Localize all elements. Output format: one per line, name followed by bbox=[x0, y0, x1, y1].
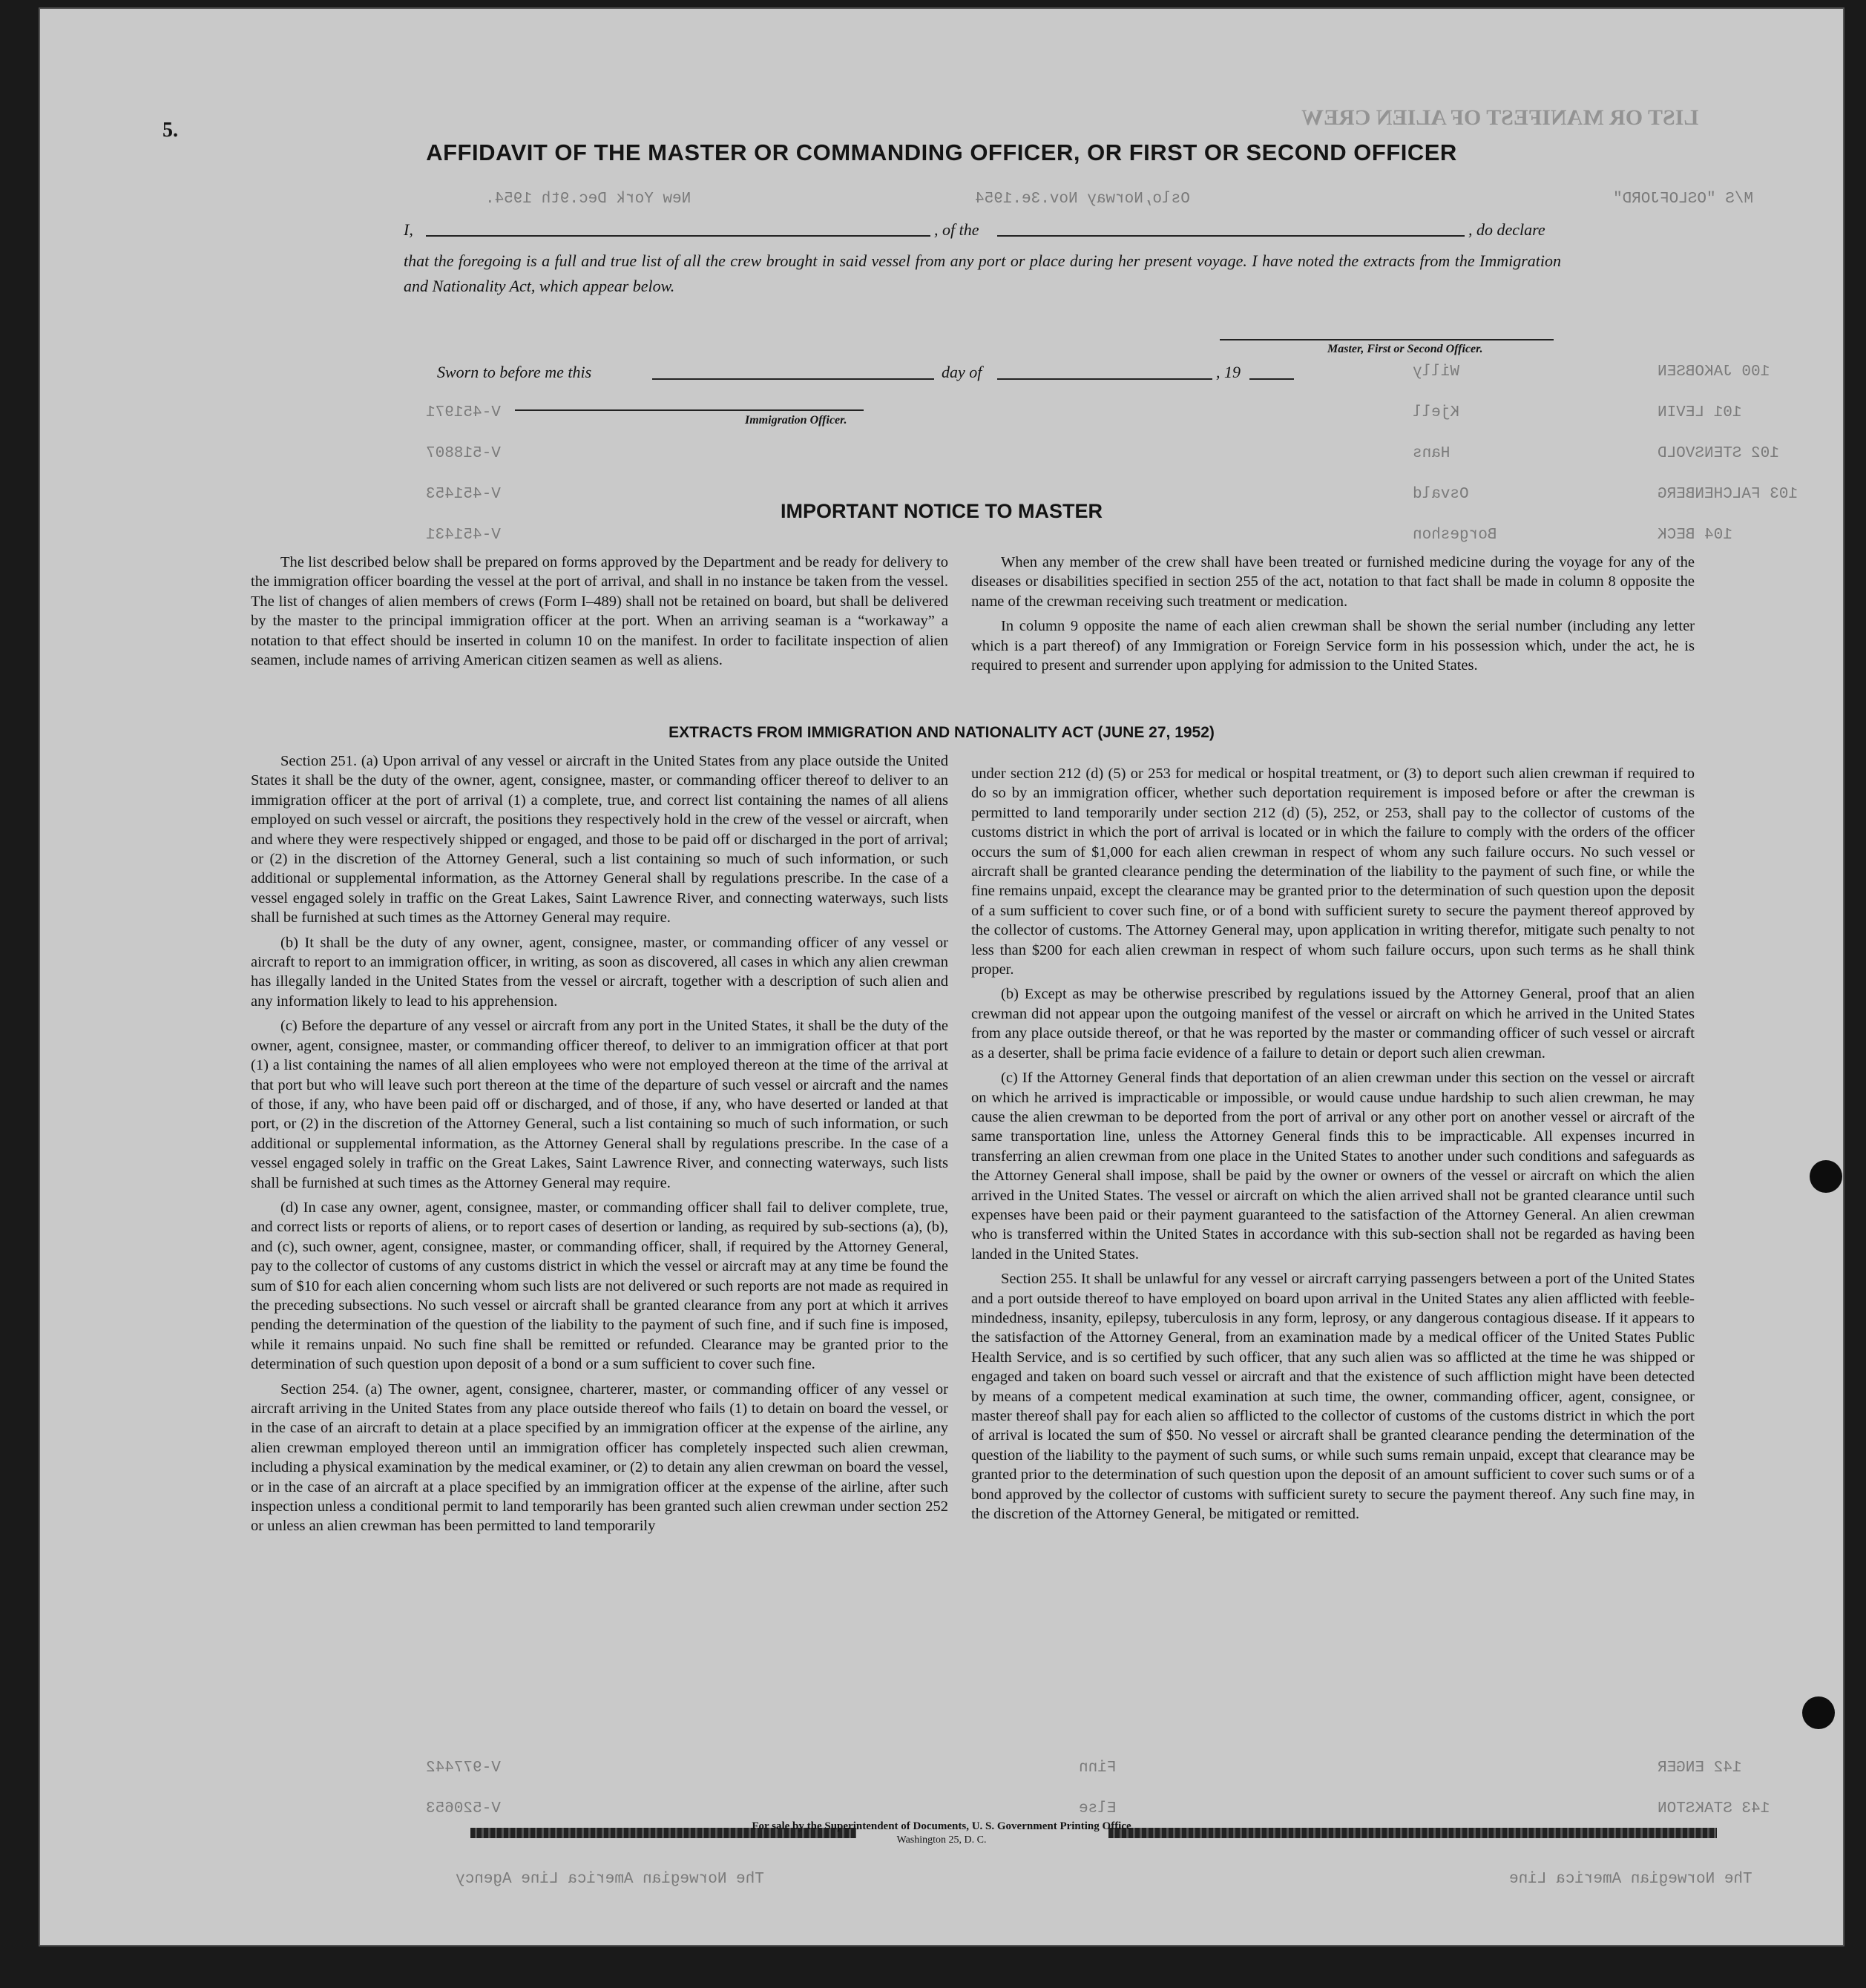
sworn-day-blank[interactable] bbox=[652, 378, 934, 380]
day-of-label: day of bbox=[942, 363, 982, 381]
extracts-right-column bbox=[971, 764, 1695, 1529]
sworn-label: Sworn to before me this bbox=[437, 363, 592, 381]
extract-paragraph: (c) Before the departure of any vessel or aircraft from any port in the United States, it shall be the duty of the owner, agent, consignee, master, or commanding officer thereof, to deliver to an immigration officer at that port (1) a list containing the names of all alien employees who were not employed thereon at the time of the arrival at that port but who will leave such port thereon at the time of the departure of such vessel or aircraft and the names of those, if any, who have been paid off or discharged, and of those, if any, who have deserted or landed at that port, or (2) in the discretion of the Attorney General, such a list containing so much of such information, or such additional or supplemental information, as the Attorney General shall by regulations prescribe. In the case of a vessel engaged solely in traffic on the Great Lakes, Saint Lawrence River, and connecting waterways, such lists shall be furnished at such times as the Attorney General may require. bbox=[251, 1018, 948, 1191]
sworn-year-blank[interactable] bbox=[1249, 378, 1294, 380]
punch-hole bbox=[1802, 1696, 1835, 1729]
affidavit-title: AFFIDAVIT OF THE MASTER OR COMMANDING OFFICER, OR FIRST OR SECOND OFFICER bbox=[426, 139, 1457, 165]
notice-left-column bbox=[251, 553, 948, 675]
page-number: 5. bbox=[162, 119, 178, 142]
notice-right-column bbox=[971, 553, 1695, 680]
punch-hole bbox=[1810, 1160, 1842, 1193]
gpo-imprint: For sale by the Superintendent of Documents, U. S. Government Printing Office bbox=[752, 1820, 1131, 1832]
document-page: LIST OR MANIFEST OF ALIEN CREW Oslo,Norway Nov.3e.1954 New York Dec.9th 1954. M/S "OSLOFJORD" 100 JAKOBSEN Willy 101 LEVIN Kjell 102 STENSVOLD Hans 103 FALCHENBERG Osvald 104 BECK Borgeshon V-451971 V-518807 V-451453 V-451431 142 ENGER 143 STAKSTON Finn Else V-977442 V-520653 The Norwegian America Line The Norwegian America Line Agency 5. AFFIDAVIT OF THE MASTER OR COMMANDING OFFICER, OR FIRST OR SECOND OFFICER I, , of the , do declare that the foregoing is a full and true list of all the crew brought in said vessel from any port or place during her present voyage. I have noted the extracts from the Immigration and Nationality Act, which appear below. Master, First or Second Officer. Sworn to before me this day of , 19 Immigration Officer. IMPORTANT NOTICE TO MASTER The list described below shall be prepared on forms approved by the Department and be ready for delivery to the immigration officer boarding the vessel at the port of arrival, and shall in no instance be taken from the vessel. The list of changes of alien members of crews (Form I–489) shall not be retained on board, but shall be delivered by the master to the principal immigration officer at the port. When an arriving seaman is a “workaway” a notation to that effect should be inserted in column 10 on the manifest. In order to facilitate inspection of alien seamen, include names of arriving American citizen seamen as well as aliens. When any member of the crew shall have been treated or furnished medicine during the voyage for any of the diseases or disabilities specified in section 255 of the act, notation to that fact shall be made in column 8 opposite the name of the crewman receiving such treatment or medication. In column 9 opposite the name of each alien crewman shall be shown the serial number (including any letter which is a part thereof) of any Immigration or Foreign Service form in his possession which, under the act, he is required to present and surrender upon applying for admission to the United States. EXTRACTS FROM IMMIGRATION AND NATIONALITY ACT (JUNE 27, 1952) Section 251. (a) Upon arrival of any vessel or aircraft in the United States from any place outside the United States it shall be the duty of the owner, agent, consignee, master, or commanding officer thereof to deliver to an immigration officer at the port of arrival (1) a complete, true, and correct list containing the names of all aliens employed on such vessel or aircraft, the positions they respectively hold in the crew of the vessel or aircraft, when and where they were respectively shipped or engaged, and those to be paid off or discharged in the port of arrival; or (2) in the discretion of the Attorney General, such a list containing so much of such information, or such additional or supplemental information, as the Attorney General shall by regulations prescribe. In the case of a vessel engaged solely in traffic on the Great Lakes, Saint Lawrence River, and connecting waterways, such lists shall be furnished at such times as the Attorney General may require. (b) It shall be the duty of any owner, agent, consignee, master, or commanding officer of any vessel or aircraft to report to an immigration officer, in writing, as soon as discovered, all cases in which any alien crewman has illegally landed in the United States from the vessel or aircraft, together with a description of such alien and any information likely to lead to his apprehension. (c) Before the departure of any vessel or aircraft from any port in the United States, it shall be the duty of the owner, agent, consignee, master, or commanding officer thereof, to deliver to an immigration officer at that port (1) a list containing the names of all alien employees who were not employed thereon at the time of the arrival at that port but who will leave such port thereon at the time of the departure of such vessel or aircraft and the names of those, if any, who have been paid off or discharged, and of those, if any, who have deserted or landed at that port, or (2) in the discretion of the Attorney General, such a list containing so much of such information, or such additional or supplemental information, as the Attorney General shall by regulations prescribe. In the case of a vessel engaged solely in traffic on the Great Lakes, Saint Lawrence River, and connecting waterways, such lists shall be furnished at such times as the Attorney General may require. (d) In case any owner, agent, consignee, master, or commanding officer shall fail to deliver complete, true, and correct lists or reports of aliens, or to report cases of desertion or landing, as required by sub-sections (a), (b), and (c), such owner, agent, consignee, master, or commanding officer, shall, if required by the Attorney General, pay to the collector of customs of any customs district in which the vessel or aircraft may at any time be found the sum of $10 for each alien concerning whom such lists are not delivered or such reports are not made as required in the preceding subsections. No such vessel or aircraft shall be granted clearance from any port at which it arrives pending the determination of the question of the liability to the payment of such fine, and if such fine is imposed, while it remains unpaid. No such fine shall be remitted or refunded. Clearance may be granted prior to the determination of such question upon deposit of a bond or a sum sufficient to cover such fine. Section 254. (a) The owner, agent, consignee, charterer, master, or commanding officer of any vessel or aircraft arriving in the United States from any place outside thereof who fails (1) to detain on board the vessel, or in the case of an aircraft to detain at a place specified by an immigration officer at the expense of the airline, any alien crewman employed thereon until an immigration officer has completely inspected such alien crewman, including a physical examination by the medical examiner, or (2) to detain any alien crewman on board the vessel, or in the case of an aircraft at a place specified by an immigration officer at the expense of the airline, after such inspection unless a conditional permit to land temporarily has been granted such alien crewman under section 252 or unless an alien crewman has been permitted to land temporarily under section 212 (d) (5) or 253 for medical or hospital treatment, or (3) to deport such alien crewman if required to do so by an immigration officer, whether such deportation requirement is imposed before or after the crewman is permitted to land temporarily under section 212 (d) (5), 252, or 253, shall pay to the collector of customs of the customs district in which the port of arrival is located or in which the failure to comply with the orders of the officer occurs the sum of $1,000 for each alien crewman in respect of whom any such failure occurs. No such vessel or aircraft shall be granted clearance pending the determination of the liability to the payment of such fine, or while the fine remains unpaid, except the clearance may be granted prior to the determination of such question upon the deposit of a sum sufficient to cover such fine, or of a bond with sufficient surety to secure the payment thereof approved by the collector of customs. The Attorney General may, upon application in writing therefor, mitigate such penalty to not less than $200 for each alien crewman in respect of whom such failure occurs, upon such terms as he shall think proper. (b) Except as may be otherwise prescribed by regulations issued by the Attorney General, proof that an alien crewman did not appear upon the outgoing manifest of the vessel or aircraft on which he arrived in the United States from any place outside thereof, or that he was reported by the master or commanding officer of such vessel or aircraft as a deserter, shall be prima facie evidence of a failure to detain or deport such alien crewman. (c) If the Attorney General finds that deportation of an alien crewman under this section on the vessel or aircraft on which he arrived is impracticable or impossible, or would cause undue hardship to such alien crewman, he may cause the alien crewman to be deported from the port of arrival or any other port on another vessel or aircraft of the same transportation line, unless the Attorney General finds this to be impracticable. All expenses incurred in transferring an alien crewman from one place in the United States to another under such conditions and safeguards as the Attorney General shall impose, shall be paid by the owner or owners of the vessel or aircraft on which the alien arrived in the United States. The vessel or aircraft on which the alien arrived shall not be granted clearance until such expenses have been paid or their payment guaranteed to the satisfaction of the Attorney General. An alien crewman who is transferred within the United States in accordance with this sub-section shall not be regarded as having been landed in the United States. Section 255. It shall be unlawful for any vessel or aircraft carrying passengers between a port of the United States and a port outside thereof to have employed on board upon arrival in the United States any alien afflicted with feeble-mindedness, insanity, epilepsy, tuberculosis in any form, leprosy, or any dangerous contagious disease. If it appears to the satisfaction of the Attorney General, from an examination made by a medical officer of the United States Public Health Service, and is so certified by such officer, that any such alien was so afflicted at the time he was shipped or engaged and taken on board such vessel or aircraft and that the existence of such affliction might have been detected by means of a competent medical examination at such time, the owner, commanding officer, agent, consignee, or master thereof shall pay for each alien so afflicted to the collector of customs of the customs district in which the port of arrival is located the sum of $50. No vessel or aircraft shall be granted clearance pending the determination of the question of the liability to the payment of such sums, or while such sums remain unpaid, except that clearance may be granted prior to the determination of such question upon the deposit of an amount sufficient to cover such sums or of a bond approved by the collector of customs with sufficient surety to secure the payment thereof. Any such fine may, in the discretion of the Attorney General, be mitigated or remitted. For sale by the Superintendent of Documents, U. S. Government Printing Office Washington 25, D. C. bbox=[39, 7, 1844, 1946]
extract-paragraph: under section 212 (d) (5) or 253 for medical or hospital treatment, or (3) to deport such alien crewman if required to do so by an immigration officer, whether such deportation requirement is imposed before or after the crewman is permitted to land temporarily under section 212 (d) (5), 252, or 253, shall pay to the collector of customs of the customs district in which the port of arrival is located or in which the failure to comply with the orders of the officer occurs the sum of $1,000 for each alien crewman in respect of whom any such failure occurs. No such vessel or aircraft shall be granted clearance pending the determination of the liability to the payment of such fine, or while the fine remains unpaid, except the clearance may be granted prior to the determination of such question upon the deposit of a sum sufficient to cover such fine, or of a bond with sufficient surety to secure the payment thereof approved by the collector of customs. The Attorney General may, upon application in writing therefor, mitigate such penalty to not less than $200 for each alien crewman in respect of whom such failure occurs, upon such terms as he shall think proper. bbox=[971, 766, 1695, 978]
extract-paragraph: Section 255. It shall be unlawful for any vessel or aircraft carrying passengers between a port of the United States and a port outside thereof to have employed on board upon arrival in the United States any alien afflicted with feeble-mindedness, insanity, epilepsy, tuberculosis in any form, leprosy, or any dangerous contagious disease. If it appears to the satisfaction of the Attorney General, from an examination made by a medical officer of the United States Public Health Service, and is so certified by such officer, that any such alien was so afflicted at the time he was shipped or engaged and taken on board such vessel or aircraft and that the existence of such affliction might have been detected by means of a competent medical examination at such time, the owner, commanding officer, agent, consignee, or master thereof shall pay for each alien so afflicted to the collector of customs of the customs district in which the port of arrival is located the sum of $50. No vessel or aircraft shall be granted clearance pending the determination of the question of the liability to the payment of such sums, or while such sums remain unpaid, except that clearance may be granted prior to the determination of such question upon the deposit of an amount sufficient to cover such sums or of a bond approved by the collector of customs with sufficient surety to secure the payment thereof. Any such fine may, in the discretion of the Attorney General, be mitigated or remitted. bbox=[971, 1271, 1695, 1523]
extracts-title: EXTRACTS FROM IMMIGRATION AND NATIONALITY ACT (JUNE 27, 1952) bbox=[668, 724, 1215, 741]
declaration-text: that the foregoing is a full and true list of all the crew brought in said vessel from any port or place during her present voyage. I have noted the extracts from the Immigration and Nationality Act, which appear below. bbox=[404, 251, 1561, 295]
extract-paragraph: Section 254. (a) The owner, agent, consignee, charterer, master, or commanding officer of any vessel or aircraft arriving in the United States from any place outside thereof who fails (1) to detain on board the vessel, or in the case of an aircraft to detain at a place specified by an immigration officer at the expense of the airline, any alien crewman employed thereon until an immigration officer has completely inspected such alien crewman, including a physical examination by the medical examiner, or (2) to detain any alien crewman on board the vessel, or in the case of an aircraft at a place specified by an immigration officer at the expense of the airline, after such inspection unless a conditional permit to land temporarily has been granted such alien crewman under section 252 or unless an alien crewman has been permitted to land temporarily bbox=[251, 1380, 948, 1535]
master-name-blank[interactable] bbox=[426, 235, 930, 237]
sworn-month-blank[interactable] bbox=[997, 378, 1212, 380]
immigration-officer-caption: Immigration Officer. bbox=[745, 414, 847, 427]
of-the-label: , of the bbox=[934, 220, 979, 239]
notice-paragraph: When any member of the crew shall have been treated or furnished medicine during the voyage for any of the diseases or disabilities specified in section 255 of the act, notation to that fact shall be made in column 8 opposite the name of the crewman receiving such treatment or medication. bbox=[971, 554, 1695, 610]
extracts-left-column bbox=[251, 751, 948, 1541]
vessel-name-blank[interactable] bbox=[997, 235, 1465, 237]
year-label: , 19 bbox=[1216, 363, 1241, 381]
extract-paragraph: (b) It shall be the duty of any owner, agent, consignee, master, or commanding officer of any vessel or aircraft to report to an immigration officer, in writing, as soon as discovered, all cases in which any alien crewman has illegally landed in the United States from the vessel or aircraft, together with a description of such alien and any information likely to lead to his apprehension. bbox=[251, 934, 948, 1010]
extract-paragraph: (b) Except as may be otherwise prescribed by regulations issued by the Attorney General, proof that an alien crewman did not appear upon the outgoing manifest of the vessel or aircraft on which he arrived in the United States from any place outside thereof, or that he was reported by the master or commanding officer of such vessel or aircraft as a deserter, shall be prima facie evidence of a failure to detain or deport such alien crewman. bbox=[971, 986, 1695, 1062]
extract-paragraph: Section 251. (a) Upon arrival of any vessel or aircraft in the United States from any place outside the United States it shall be the duty of the owner, agent, consignee, master, or commanding officer thereof to deliver to an immigration officer at the port of arrival (1) a complete, true, and correct list containing the names of all aliens employed on such vessel or aircraft, the positions they respectively hold in the crew of the vessel or aircraft, when and where they were respectively shipped or engaged, and those to be paid off or discharged in the port of arrival; or (2) in the discretion of the Attorney General, such a list containing so much of such information, or such additional or supplemental information, as the Attorney General shall by regulations prescribe. In the case of a vessel engaged solely in traffic on the Great Lakes, Saint Lawrence River, and connecting waterways, such lists shall be furnished at such times as the Attorney General may require. bbox=[251, 753, 948, 926]
extract-paragraph: (c) If the Attorney General finds that deportation of an alien crewman under this section on the vessel or aircraft on which he arrived is impracticable or impossible, or would cause undue hardship to such alien crewman, he may cause the alien crewman to be deported from the port of arrival or any other port on another vessel or aircraft of the same transportation line, unless the Attorney General finds this to be impracticable. All expenses incurred in transferring an alien crewman from one place in the United States to another under such conditions and safeguards as the Attorney General shall impose, shall be paid by the owner or owners of the vessel or aircraft on which the alien arrived in the United States. The vessel or aircraft on which the alien arrived shall not be granted clearance until such expenses have been paid or their payment guaranteed to the satisfaction of the Attorney General. An alien crewman who is transferred within the United States in accordance with this sub-section shall not be regarded as having been landed in the United States. bbox=[971, 1070, 1695, 1263]
gpo-imprint-city: Washington 25, D. C. bbox=[896, 1834, 987, 1846]
notice-paragraph: The list described below shall be prepared on forms approved by the Department and be ready for delivery to the immigration officer boarding the vessel at the port of arrival, and shall in no instance be taken from the vessel. The list of changes of alien members of crews (Form I–489) shall not be retained on board, but shall be delivered by the master to the principal immigration officer at the port. When an arriving seaman is a “workaway” a notation to that effect should be inserted in column 10 on the manifest. In order to facilitate inspection of alien seamen, include names of arriving American citizen seamen as well as aliens. bbox=[251, 554, 948, 669]
extract-paragraph: (d) In case any owner, agent, consignee, master, or commanding officer shall fail to deliver complete, true, and correct lists or reports of aliens, or to report cases of desertion or landing, as required by sub-sections (a), (b), and (c), such owner, agent, consignee, master, or commanding officer, shall, if required by the Attorney General, pay to the collector of customs of any customs district in which the vessel or aircraft may at any time be found the sum of $10 for each alien concerning whom such lists are not delivered or such reports are not made as required in the preceding subsections. No such vessel or aircraft shall be granted clearance from any port at which it arrives pending the determination of the question of the liability to the payment of such fine, and if such fine is imposed, while it remains unpaid. No such fine shall be remitted or refunded. Clearance may be granted prior to the determination of such question upon deposit of a bond or a sum sufficient to cover such fine. bbox=[251, 1199, 948, 1373]
do-declare-label: , do declare bbox=[1468, 220, 1545, 239]
immigration-officer-signature-line[interactable] bbox=[515, 409, 864, 411]
master-caption: Master, First or Second Officer. bbox=[1327, 343, 1483, 355]
master-signature-line[interactable] bbox=[1220, 339, 1554, 340]
notice-paragraph: In column 9 opposite the name of each alien crewman shall be shown the serial number (including any letter which is a part thereof) of any Immigration or Foreign Service form in his possession which, under the act, he is required to present and surrender upon applying for admission to the United States. bbox=[971, 618, 1695, 674]
i-label: I, bbox=[404, 220, 413, 239]
notice-title: IMPORTANT NOTICE TO MASTER bbox=[781, 500, 1103, 522]
